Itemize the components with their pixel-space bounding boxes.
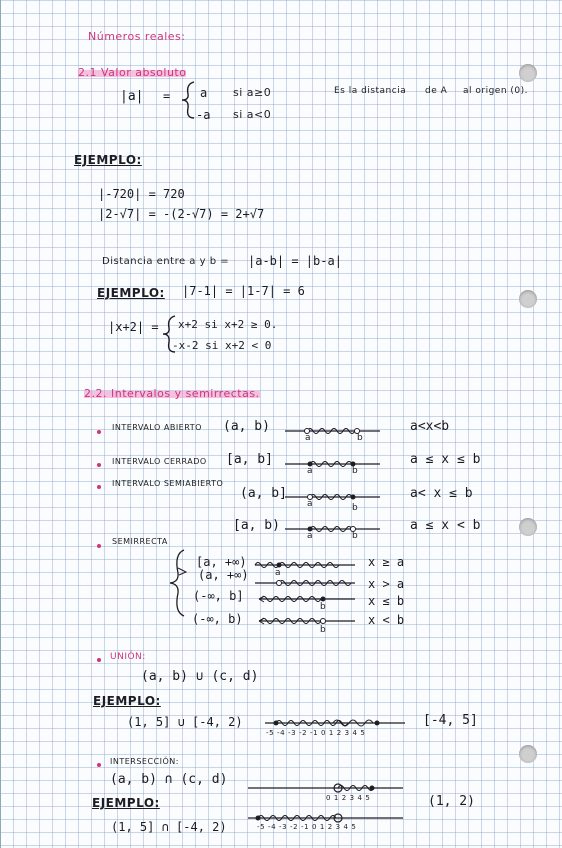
section-2-1-heading — [78, 66, 186, 79]
intersection-result: (1, 2) — [428, 794, 475, 809]
open-interval-inequality: a<x<b — [410, 419, 450, 434]
ray-point-a: a — [275, 568, 282, 578]
union-example: (1, 5] ∪ [-4, 2) — [127, 715, 243, 729]
half-open-1-point-a: a — [307, 499, 314, 509]
ray-number-lines — [255, 555, 375, 635]
example-1-line-1: |-720| = 720 — [98, 187, 185, 201]
half-open-2-point-b: b — [352, 531, 359, 541]
bullet — [97, 544, 101, 548]
binder-hole — [519, 290, 537, 308]
abs-x-plus-2-lhs: |x+2| = — [108, 320, 159, 334]
ray-4-notation: (-∞, b) — [192, 612, 243, 626]
example-2-line: |7-1| = |1-7| = 6 — [182, 284, 305, 298]
half-open-interval-label: INTERVALO SEMIABIERTO — [112, 479, 224, 488]
abs-note-3: al origen (0). — [463, 86, 529, 96]
bullet — [97, 763, 101, 767]
page-title: Números reales: — [88, 30, 186, 43]
section-2-1-heading-text: 2.1 Valor absoluto — [78, 66, 187, 79]
open-interval-point-b: b — [357, 433, 364, 443]
closed-interval-number-line — [285, 457, 385, 477]
half-open-2-number-line — [285, 522, 385, 542]
closed-interval-point-a: a — [307, 466, 314, 476]
union-formula: (a, b) ∪ (c, d) — [141, 669, 259, 684]
ray-label: SEMIRRECTA — [112, 537, 168, 546]
open-interval-point-a: a — [305, 433, 312, 443]
ray-4-inequality: x < b — [368, 613, 405, 627]
abs-note-2: de A — [425, 86, 448, 96]
intersection-example-label: EJEMPLO: — [92, 796, 160, 810]
example-2-label: EJEMPLO: — [97, 286, 165, 300]
ray-3-notation: (-∞, b] — [193, 589, 244, 603]
half-open-1-point-b: b — [352, 503, 359, 513]
section-2-2-heading — [84, 387, 260, 400]
example-1-label: EJEMPLO: — [74, 153, 142, 167]
abs-case2: -a — [196, 108, 211, 122]
intersection-example: (1, 5] ∩ [-4, 2) — [111, 820, 227, 834]
ray-2-notation: (a, +∞) — [198, 568, 249, 582]
bullet — [97, 658, 101, 662]
half-open-1-notation: (a, b] — [240, 486, 287, 501]
union-ticks: -5 -4 -3 -2 -1 0 1 2 3 4 5 — [266, 729, 366, 737]
distance-formula: |a-b| = |b-a| — [248, 254, 342, 268]
open-interval-label: INTERVALO ABIERTO — [112, 423, 202, 432]
ray-point-b-2: b — [320, 625, 327, 635]
abs-case1: a — [200, 86, 208, 100]
ray-1-notation: [a, +∞) — [196, 555, 247, 569]
open-interval-notation: (a, b) — [223, 419, 270, 434]
half-open-1-inequality: a< x ≤ b — [410, 486, 473, 501]
abs-note-1: Es la distancia — [334, 86, 407, 96]
ray-brace — [168, 548, 190, 618]
closed-interval-label: INTERVALO CERRADO — [112, 457, 207, 466]
abs-def-lhs: |a| — [120, 89, 144, 104]
bullet — [97, 463, 101, 467]
abs-def-eq: = — [163, 89, 171, 103]
ray-3-inequality: x ≤ b — [368, 594, 405, 608]
bullet — [97, 430, 101, 434]
union-label: UNIÓN: — [110, 652, 146, 662]
distance-label: Distancia entre a y b = — [102, 256, 230, 267]
binder-hole — [519, 518, 537, 536]
intersection-ticks-top: 0 1 2 3 4 5 — [326, 794, 371, 802]
half-open-2-inequality: a ≤ x < b — [410, 518, 481, 533]
ray-2-inequality: x > a — [368, 577, 405, 591]
half-open-2-point-a: a — [307, 531, 314, 541]
intersection-label: INTERSECCIÓN: — [110, 757, 179, 766]
closed-interval-point-b: b — [352, 466, 359, 476]
abs-x-plus-2-case2: -x-2 si x+2 < 0 — [172, 339, 272, 352]
union-result: [-4, 5] — [423, 713, 478, 728]
intersection-ticks: -5 -4 -3 -2 -1 0 1 2 3 4 5 — [257, 823, 357, 831]
abs-case2-cond: si a<0 — [233, 108, 272, 121]
abs-x-plus-2-case1: x+2 si x+2 ≥ 0. — [178, 318, 278, 331]
half-open-1-number-line — [285, 490, 385, 510]
example-1-line-2: |2-√7| = -(2-√7) = 2+√7 — [98, 207, 265, 221]
ray-point-b: b — [320, 602, 327, 612]
closed-interval-notation: [a, b] — [226, 452, 273, 467]
union-example-label: EJEMPLO: — [93, 694, 161, 708]
bullet — [97, 485, 101, 489]
binder-hole — [519, 745, 537, 763]
ray-1-inequality: x ≥ a — [368, 555, 405, 569]
closed-interval-inequality: a ≤ x ≤ b — [410, 452, 481, 467]
half-open-2-notation: [a, b) — [233, 518, 280, 533]
section-2-2-heading-text: 2.2. Intervalos y semirrectas. — [84, 387, 260, 400]
page-margin-line — [0, 0, 1, 848]
binder-hole — [519, 64, 537, 82]
intersection-formula: (a, b) ∩ (c, d) — [110, 772, 228, 787]
open-interval-number-line — [285, 424, 385, 444]
abs-case1-cond: si a≥0 — [233, 86, 272, 99]
